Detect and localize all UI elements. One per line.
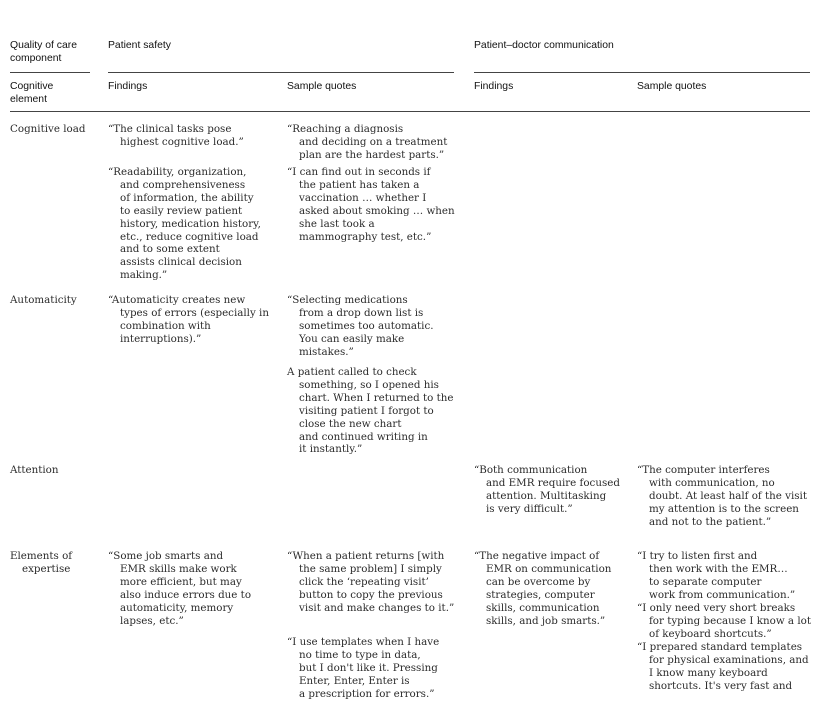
text-line: and continued writing in xyxy=(299,430,428,443)
text-line: Quality of care xyxy=(10,40,77,51)
text-line: attention. Multitasking xyxy=(486,489,607,502)
text-line: a prescription for errors.” xyxy=(299,687,435,700)
text-line: highest cognitive load.” xyxy=(120,135,244,148)
text-line: “Both communication xyxy=(474,464,588,476)
text-line: EMR on communication xyxy=(486,562,612,575)
text-line: etc., reduce cognitive load xyxy=(120,230,259,243)
text-line: vaccination … whether I xyxy=(299,191,427,204)
header-quotes-communication: Sample quotes xyxy=(637,81,707,92)
text-line: from a drop down list is xyxy=(299,306,424,319)
text-line: “When a patient returns [with xyxy=(287,550,445,562)
text-line: “I try to listen first and xyxy=(637,550,758,562)
text-line: but I don't like it. Pressing xyxy=(299,661,438,674)
text-line: “Some job smarts and xyxy=(108,550,224,562)
text-line: history, medication history, xyxy=(120,217,261,230)
attention-communication-finding xyxy=(474,464,620,516)
attention-communication-quote xyxy=(637,464,807,529)
text-line: and deciding on a treatment xyxy=(299,135,448,148)
header-rule-full xyxy=(10,111,810,112)
text-line: for physical examinations, and xyxy=(649,653,809,666)
text-line: making.” xyxy=(120,269,168,282)
text-line: Attention xyxy=(10,464,59,476)
text-line: asked about smoking … when xyxy=(299,204,455,217)
header-quality-component xyxy=(10,39,77,65)
text-line: she last took a xyxy=(299,217,375,230)
text-line: then work with the EMR… xyxy=(649,562,788,575)
text-line: visiting patient I forgot to xyxy=(299,404,434,417)
text-line: Elements of xyxy=(10,550,73,562)
expertise-safety-quote xyxy=(287,636,439,701)
text-line: the patient has taken a xyxy=(299,178,420,191)
text-line: work from communication.” xyxy=(649,588,796,601)
text-line: “The clinical tasks pose xyxy=(108,123,232,135)
text-line: and not to the patient.” xyxy=(649,515,772,528)
text-line: also induce errors due to xyxy=(120,588,252,601)
text-line: element xyxy=(10,94,47,105)
cognitive-load-safety-quote xyxy=(287,166,455,243)
header-findings-communication: Findings xyxy=(474,81,514,92)
text-line: Cognitive load xyxy=(10,123,86,135)
text-line: something, so I opened his xyxy=(299,378,439,391)
text-line: my attention is to the screen xyxy=(649,502,799,515)
text-line: to easily review patient xyxy=(120,204,243,217)
text-line: it instantly.” xyxy=(299,443,363,456)
text-line: plan are the hardest parts.” xyxy=(299,148,445,161)
text-line: “Automaticity creates new xyxy=(108,294,246,306)
text-line: mammography test, etc.” xyxy=(299,230,432,243)
text-line: and EMR require focused xyxy=(486,476,620,489)
text-line: and comprehensiveness xyxy=(120,178,246,191)
text-line: component xyxy=(10,53,62,64)
text-line: A patient called to check xyxy=(287,366,417,378)
text-line: Cognitive xyxy=(10,81,54,92)
text-line: skills, communication xyxy=(486,601,600,614)
header-cognitive-element xyxy=(10,80,53,106)
text-line: “I only need very short breaks xyxy=(637,602,796,614)
text-line: automaticity, memory xyxy=(120,601,234,614)
text-line: lapses, etc.” xyxy=(120,614,184,627)
row-label-automaticity xyxy=(10,294,77,307)
text-line: skills, and job smarts.” xyxy=(486,614,606,627)
expertise-safety-quote xyxy=(287,550,454,615)
text-line: click the ‘repeating visit’ xyxy=(299,575,429,588)
text-line: and to some extent xyxy=(120,243,220,256)
text-line: is very difficult.” xyxy=(486,502,573,515)
text-line: “The negative impact of xyxy=(474,550,600,562)
text-line: doubt. At least half of the visit xyxy=(649,489,807,502)
text-line: expertise xyxy=(22,562,71,575)
header-rule-component xyxy=(10,72,90,73)
expertise-communication-quote xyxy=(637,550,795,602)
automaticity-safety-quote xyxy=(287,366,453,456)
text-line: “Selecting medications xyxy=(287,294,408,306)
header-rule-patient-doctor xyxy=(474,72,810,73)
automaticity-safety-finding xyxy=(108,294,269,346)
cognitive-load-safety-quote xyxy=(287,123,447,162)
text-line: EMR skills make work xyxy=(120,562,237,575)
expertise-communication-finding xyxy=(474,550,611,627)
expertise-communication-quote xyxy=(637,641,809,693)
row-label-cognitive-load xyxy=(10,123,85,136)
text-line: of information, the ability xyxy=(120,191,254,204)
header-quotes-safety: Sample quotes xyxy=(287,81,357,92)
row-label-elements-of-expertise xyxy=(10,550,72,576)
text-line: interruptions).” xyxy=(120,332,202,345)
header-patient-doctor-communication: Patient–doctor communication xyxy=(474,40,614,51)
header-findings-safety: Findings xyxy=(108,81,148,92)
text-line: “Readability, organization, xyxy=(108,166,247,178)
text-line: chart. When I returned to the xyxy=(299,391,454,404)
text-line: “The computer interferes xyxy=(637,464,770,476)
automaticity-safety-quote xyxy=(287,294,433,359)
text-line: types of errors (especially in xyxy=(120,306,269,319)
text-line: “I use templates when I have xyxy=(287,636,440,648)
text-line: more efficient, but may xyxy=(120,575,242,588)
header-rule-patient-safety xyxy=(108,72,454,73)
row-label-attention xyxy=(10,464,59,477)
text-line: “I can find out in seconds if xyxy=(287,166,431,178)
text-line: “I prepared standard templates xyxy=(637,641,803,653)
text-line: strategies, computer xyxy=(486,588,595,601)
text-line: the same problem] I simply xyxy=(299,562,442,575)
text-line: Enter, Enter, Enter is xyxy=(299,674,410,687)
expertise-safety-finding xyxy=(108,550,251,627)
expertise-communication-quote xyxy=(637,602,811,641)
header-patient-safety: Patient safety xyxy=(108,40,171,51)
text-line: assists clinical decision xyxy=(120,256,242,269)
cognitive-load-safety-finding xyxy=(108,166,261,282)
text-line: visit and make changes to it.” xyxy=(299,601,455,614)
text-line: to separate computer xyxy=(649,575,762,588)
text-line: for typing because I know a lot xyxy=(649,614,811,627)
text-line: close the new chart xyxy=(299,417,402,430)
text-line: I know many keyboard xyxy=(649,666,768,679)
text-line: of keyboard shortcuts.” xyxy=(649,627,772,640)
text-line: no time to type in data, xyxy=(299,648,421,661)
text-line: shortcuts. It's very fast and xyxy=(649,679,793,692)
text-line: You can easily make xyxy=(299,332,405,345)
cognitive-load-safety-finding xyxy=(108,123,244,149)
text-line: “Reaching a diagnosis xyxy=(287,123,404,135)
text-line: combination with xyxy=(120,319,211,332)
text-line: mistakes.” xyxy=(299,345,354,358)
text-line: with communication, no xyxy=(649,476,775,489)
text-line: button to copy the previous xyxy=(299,588,443,601)
text-line: sometimes too automatic. xyxy=(299,319,434,332)
text-line: can be overcome by xyxy=(486,575,591,588)
text-line: Automaticity xyxy=(10,294,77,306)
